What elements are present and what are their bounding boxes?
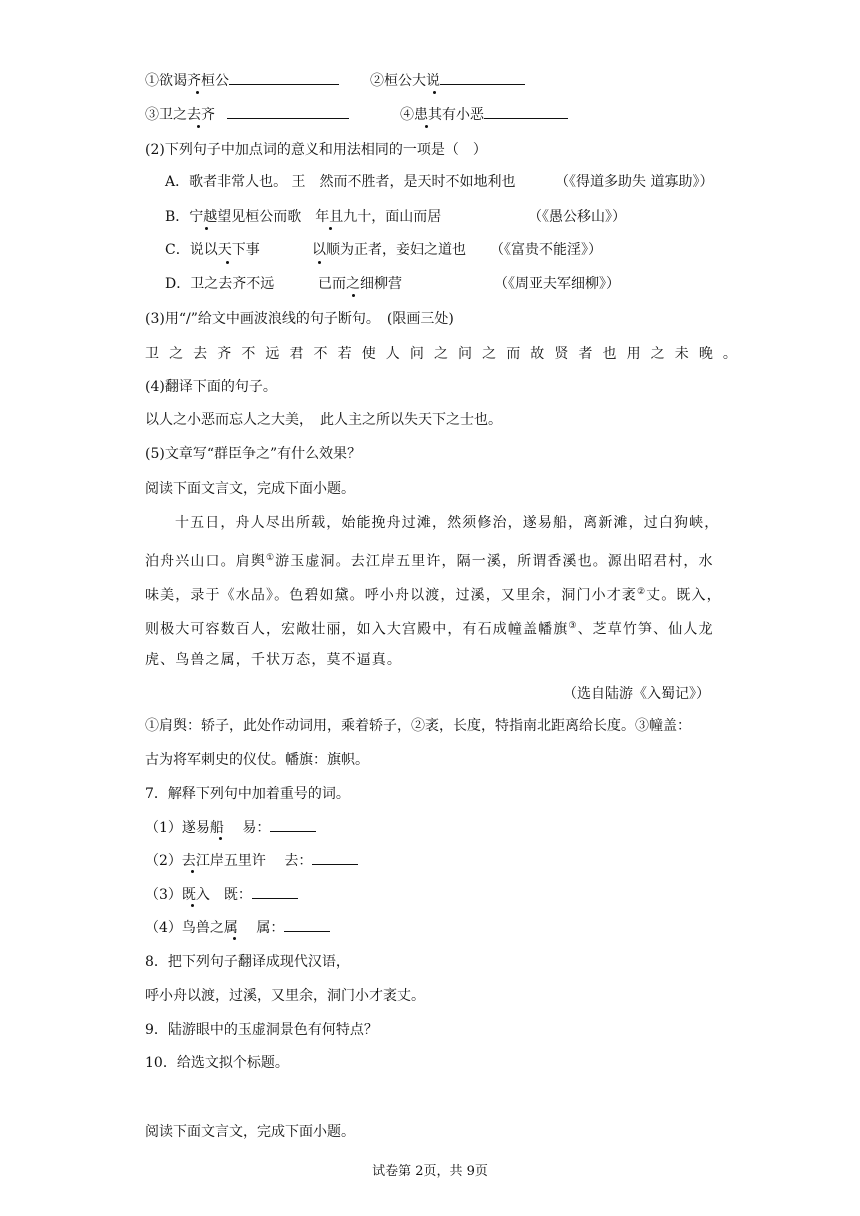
q3-sentence: 卫之去齐不远君不若使人问之问之而故贤者也用之未晚。: [145, 346, 747, 362]
q7-sub-2: [145, 850, 358, 871]
emphasis-dot: [233, 937, 236, 940]
option-b: B．宁越望见桓公而歌 年且九十，面山而居: [165, 209, 442, 225]
answer-blank: [252, 884, 298, 899]
option-a: A．歌者非常人也。 王 然而不胜者，是天时不如地利也: [165, 174, 516, 190]
q8-sentence: 呼小舟以渡，过溪，又里余，洞门小才袤丈。: [145, 988, 425, 1004]
q8-stem: 8．把下列句子翻译成现代汉语，: [145, 954, 350, 970]
q3-stem: (3)用“/”给文中画波浪线的句子断句。 (限画三处): [145, 311, 454, 327]
q7-sub-4: [145, 917, 330, 938]
footnote-marker: ①: [265, 553, 276, 563]
answer-blank: [229, 70, 339, 85]
option-a-source: （《得道多助失 道寡助》）: [555, 174, 714, 190]
option-d-2: 已而之细柳营: [318, 276, 402, 292]
q2-stem: (2)下列句子中加点词的意义和用法相同的一项是（ ）: [145, 142, 487, 158]
q9-stem: 9．陆游眼中的玉虚洞景色有何特点？: [145, 1022, 378, 1038]
q7-stem: 7．解释下列句中加着重号的词。: [145, 786, 350, 802]
emphasis-dot: [318, 261, 321, 264]
footnote-marker: ②: [636, 587, 647, 597]
footnote-marker: ③: [568, 621, 578, 631]
emphasis-dot: [205, 227, 208, 230]
emphasis-dot: [226, 261, 229, 264]
answer-blank: [284, 917, 330, 932]
q7-sub-1: [145, 817, 316, 838]
item-1-text: ①欲谒齐桓公: [145, 73, 229, 89]
passage-text: 游玉虚洞。去江岸五里许，隔一溪，所谓香溪也。源出昭君村，水: [275, 553, 714, 570]
emphasis-dot: [196, 91, 199, 94]
option-d-source: （《周亚夫军细柳》）: [494, 276, 620, 292]
notes-line-2: 古为将军刺史的仪仗。幡旗：旗帜。: [145, 752, 369, 768]
q10-stem: 10．给选文拟个标题。: [145, 1055, 289, 1071]
passage-text: 、芝草竹笋、仙人龙: [577, 621, 714, 638]
item-4-text: ④患其有小恶: [400, 107, 484, 123]
item-1: [145, 70, 339, 91]
q7-sub-text: （3）既入 既：: [145, 887, 252, 903]
passage-line-1: 十五日，舟人尽出所载，始能挽舟过滩，然须修治，遂易船，离新滩，过白狗峡，: [175, 515, 720, 531]
option-c-source: （《富贵不能淫》）: [490, 242, 602, 258]
emphasis-dot: [197, 125, 200, 128]
passage-text: 则极大可容数百人，宏敞壮丽，如入大宫殿中，有石成幢盖幡旗: [145, 621, 569, 638]
page-footer: 试卷第 2页，共 9页: [372, 1164, 488, 1179]
q4-sentence: 以人之小恶而忘人之大美， 此人主之所以失天下之士也。: [145, 412, 502, 428]
answer-blank: [312, 850, 358, 865]
passage-line-4: [145, 616, 714, 640]
item-4: [400, 104, 568, 125]
emphasis-dot: [329, 227, 332, 230]
q7-sub-text: （4）鸟兽之属 属：: [145, 920, 285, 936]
passage-line-2: [145, 548, 714, 572]
answer-blank: [484, 104, 568, 119]
passage-source: （选自陆游《入蜀记》）: [563, 686, 710, 702]
q5-stem: (5)文章写“群臣争之”有什么效果？: [145, 446, 362, 462]
emphasis-dot: [433, 91, 436, 94]
q7-sub-3: [145, 884, 298, 905]
notes-line-1: ①肩舆：轿子，此处作动词用，乘着轿子，②袤，长度，特指南北距离给长度。③幢盖：: [145, 718, 691, 734]
q4-stem: (4)翻译下面的句子。: [145, 379, 277, 395]
emphasis-dot: [191, 870, 194, 873]
answer-blank: [227, 104, 349, 119]
emphasis-dot: [219, 837, 222, 840]
passage-text: 丈。既入，: [646, 587, 722, 604]
answer-blank: [270, 817, 316, 832]
passage-line-5: 虎、鸟兽之属，千状万态，莫不逼真。: [145, 652, 403, 668]
option-b-source: （《愚公移山》）: [528, 209, 626, 225]
reading-intro-2: 阅读下面文言文，完成下面小题。: [145, 1124, 355, 1140]
option-c-2: 以顺为正者，妾妇之道也: [312, 242, 466, 258]
option-c: C．说以天下事: [165, 242, 260, 258]
passage-text: 味美，录于《水品》。色碧如黛。呼小舟以渡，过溪，又里余，洞门小才袤: [145, 587, 637, 604]
option-d: D．卫之去齐不远: [165, 276, 275, 292]
passage-line-3: [145, 582, 722, 606]
answer-blank: [440, 70, 525, 85]
passage-text: 泊舟兴山口。肩舆: [145, 553, 266, 570]
emphasis-dot: [425, 125, 428, 128]
q7-sub-text: （2）去江岸五里许 去：: [145, 853, 313, 869]
item-2: [370, 70, 525, 91]
reading-intro: 阅读下面文言文，完成下面小题。: [145, 481, 355, 497]
item-2-text: ②桓公大说: [370, 73, 440, 89]
emphasis-dot: [352, 294, 355, 297]
item-3: [145, 104, 349, 125]
item-3-text: ③卫之去齐: [145, 107, 215, 123]
q7-sub-text: （1）遂易船 易：: [145, 820, 271, 836]
emphasis-dot: [191, 904, 194, 907]
